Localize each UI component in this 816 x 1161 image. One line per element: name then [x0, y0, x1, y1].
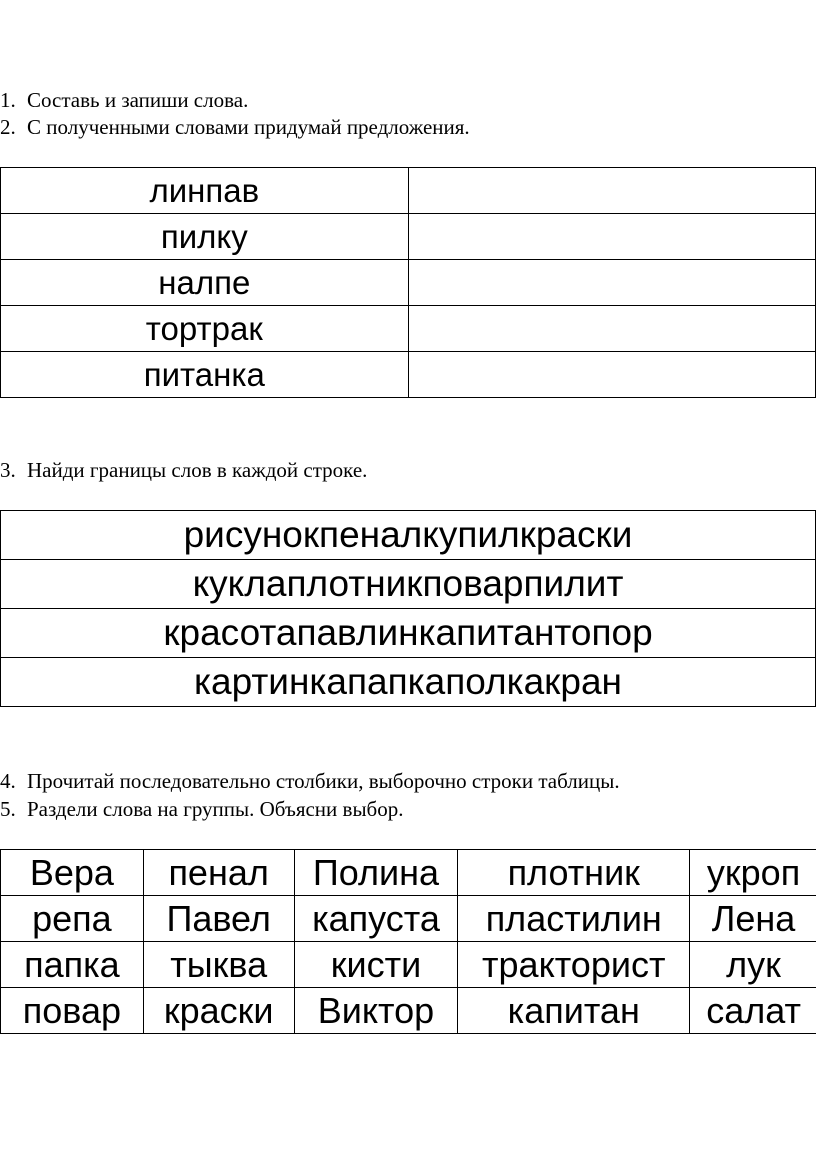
grid-cell: салат	[690, 988, 816, 1034]
scrambled-word: питанка	[1, 352, 409, 398]
task-number: 5.	[0, 797, 16, 821]
table-row	[1, 214, 816, 260]
grid-cell: укроп	[690, 850, 816, 896]
grid-cell: пластилин	[458, 896, 690, 942]
grid-cell: кисти	[294, 942, 458, 988]
table-row	[1, 896, 816, 942]
task-5	[0, 795, 403, 823]
grid-cell: тыква	[143, 942, 294, 988]
scrambled-words-table	[0, 167, 816, 398]
task-text: Прочитай последовательно столбики, выборочно строки таблицы.	[27, 769, 620, 793]
task-text: Найди границы слов в каждой строке.	[27, 458, 368, 482]
grid-cell: пенал	[143, 850, 294, 896]
task-4	[0, 767, 620, 795]
grid-cell: Полина	[294, 850, 458, 896]
merged-word-row: куклаплотникповарпилит	[1, 560, 816, 609]
scrambled-word: пилку	[1, 214, 409, 260]
merged-word-row: красотапавлинкапитантопор	[1, 609, 816, 658]
table-row	[1, 850, 816, 896]
task-2	[0, 113, 470, 141]
merged-word-row: картинкапапкаполкакран	[1, 658, 816, 707]
table-row	[1, 168, 816, 214]
task-text: Составь и запиши слова.	[27, 88, 249, 112]
task-number: 4.	[0, 769, 16, 793]
grid-cell: тракторист	[458, 942, 690, 988]
grid-cell: Павел	[143, 896, 294, 942]
scrambled-word: линпав	[1, 168, 409, 214]
table-row	[1, 352, 816, 398]
scrambled-word: налпе	[1, 260, 409, 306]
grid-cell: повар	[1, 988, 144, 1034]
table-row	[1, 609, 816, 658]
grid-cell: лук	[690, 942, 816, 988]
answer-cell[interactable]	[408, 168, 815, 214]
grid-cell: репа	[1, 896, 144, 942]
grid-cell: капуста	[294, 896, 458, 942]
grid-cell: Виктор	[294, 988, 458, 1034]
task-text: С полученными словами придумай предложения.	[27, 115, 470, 139]
answer-cell[interactable]	[408, 214, 815, 260]
task-number: 2.	[0, 115, 16, 139]
table-row	[1, 511, 816, 560]
answer-cell[interactable]	[408, 260, 815, 306]
grid-cell: Вера	[1, 850, 144, 896]
task-number: 3.	[0, 458, 16, 482]
grid-cell: капитан	[458, 988, 690, 1034]
word-grid-table	[0, 849, 816, 1034]
table-row	[1, 260, 816, 306]
task-1	[0, 86, 248, 114]
merged-words-table	[0, 510, 816, 707]
task-3	[0, 456, 367, 484]
grid-cell: краски	[143, 988, 294, 1034]
table-row	[1, 560, 816, 609]
task-number: 1.	[0, 88, 16, 112]
grid-cell: Лена	[690, 896, 816, 942]
table-row	[1, 988, 816, 1034]
answer-cell[interactable]	[408, 352, 815, 398]
grid-cell: плотник	[458, 850, 690, 896]
table-row	[1, 658, 816, 707]
table-row	[1, 306, 816, 352]
merged-word-row: рисунокпеналкупилкраски	[1, 511, 816, 560]
task-text: Раздели слова на группы. Объясни выбор.	[27, 797, 404, 821]
table-row	[1, 942, 816, 988]
grid-cell: папка	[1, 942, 144, 988]
answer-cell[interactable]	[408, 306, 815, 352]
scrambled-word: тортрак	[1, 306, 409, 352]
